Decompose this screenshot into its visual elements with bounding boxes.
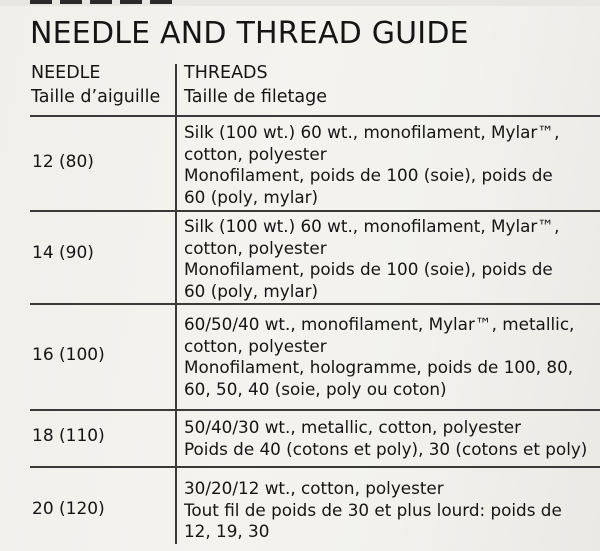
needle-header-en: NEEDLE [31,63,101,83]
threads-cell-16 [184,314,594,400]
threads-cell-18 [184,417,594,460]
threads-cell-20 [184,478,594,543]
decorative-dash [30,0,52,4]
thread-line: Silk (100 wt.) 60 wt., monofilament, Mylar™, [184,216,560,236]
decorative-dash [60,0,82,4]
needle-header-fr: Taille d’aiguille [31,87,161,107]
thread-line: cotton, polyester [184,335,327,356]
thread-line: Monofilament, poids de 100 (soie), poids de [184,259,553,279]
page-top-edge [0,0,600,6]
decorative-dash [120,0,142,4]
decorative-dash [90,0,112,4]
thread-line: 50/40/30 wt., metallic, cotton, polyester [184,417,522,437]
decorative-dash [150,0,172,4]
header-rule [30,115,600,117]
needle-size-16: 16 (100) [32,345,105,365]
threads-header-en: THREADS [184,63,268,83]
needle-size-12: 12 (80) [32,152,94,172]
thread-line: Tout fil de poids de 30 et plus lourd: poids de [184,499,562,520]
threads-header-fr: Taille de filetage [184,87,327,107]
thread-line: 60 (poly, mylar) [184,186,319,207]
row-rule [30,303,600,305]
thread-line: cotton, polyester [184,143,327,164]
threads-cell-14 [184,216,594,302]
thread-line: 60/50/40 wt., monofilament, Mylar™, metallic, [184,314,575,334]
thread-line: 12, 19, 30 [184,521,270,541]
needle-size-20: 20 (120) [32,499,105,519]
thread-line: 30/20/12 wt., cotton, polyester [184,478,444,498]
page-title: NEEDLE AND THREAD GUIDE [30,16,469,51]
thread-line: cotton, polyester [184,237,327,258]
thread-line: 60 (poly, mylar) [184,280,319,301]
needle-size-18: 18 (110) [32,426,105,446]
thread-line: Monofilament, poids de 100 (soie), poids de [184,165,553,185]
row-rule [30,409,600,411]
needle-size-14: 14 (90) [32,243,94,263]
thread-line: Poids de 40 (cotons et poly), 30 (cotons et poly) [184,438,588,459]
row-rule [30,210,600,212]
row-rule [30,466,600,468]
thread-line: Monofilament, hologramme, poids de 100, 80, [184,357,574,377]
threads-cell-12 [184,122,594,208]
thread-line: Silk (100 wt.) 60 wt., monofilament, Mylar™, [184,122,560,142]
thread-line: 60, 50, 40 (soie, poly ou coton) [184,378,447,399]
